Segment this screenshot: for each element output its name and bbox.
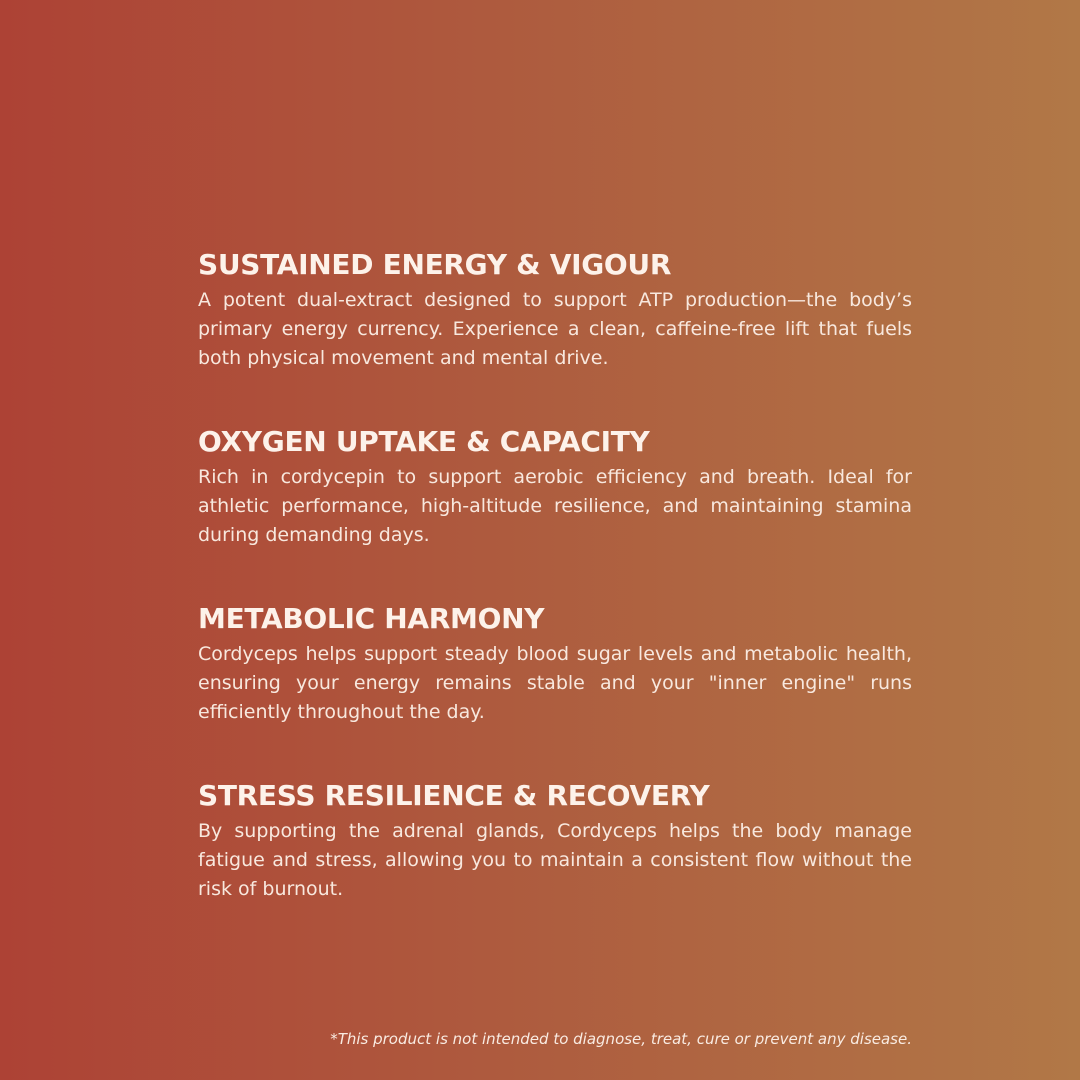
benefit-stress [198, 779, 912, 904]
benefit-title: METABOLIC HARMONY [198, 602, 545, 635]
benefit-title: SUSTAINED ENERGY & VIGOUR [198, 248, 672, 281]
disclaimer-text: *This product is not intended to diagnose, treat, cure or prevent any disease. [330, 1030, 912, 1048]
benefits-list [198, 248, 912, 956]
benefit-oxygen [198, 425, 912, 550]
benefit-description: By supporting the adrenal glands, Cordyceps helps the body manage fatigue and stress, allowing you to maintain a consistent flow without the risk of burnout. [198, 820, 912, 900]
benefit-description: A potent dual-extract designed to support ATP production—the body’s primary energy currency. Experience a clean, caffeine-free lift that fuels both physical movement and mental drive. [198, 289, 912, 369]
benefit-description: Rich in cordycepin to support aerobic efficiency and breath. Ideal for athletic performance, high-altitude resilience, and maintaining stamina during demanding days. [198, 466, 912, 546]
benefit-metabolic [198, 602, 912, 727]
benefit-title: STRESS RESILIENCE & RECOVERY [198, 779, 710, 812]
benefit-description: Cordyceps helps support steady blood sugar levels and metabolic health, ensuring your energy remains stable and your "inner engine" runs efficiently throughout the day. [198, 643, 912, 723]
benefit-energy [198, 248, 912, 373]
benefit-title: OXYGEN UPTAKE & CAPACITY [198, 425, 650, 458]
